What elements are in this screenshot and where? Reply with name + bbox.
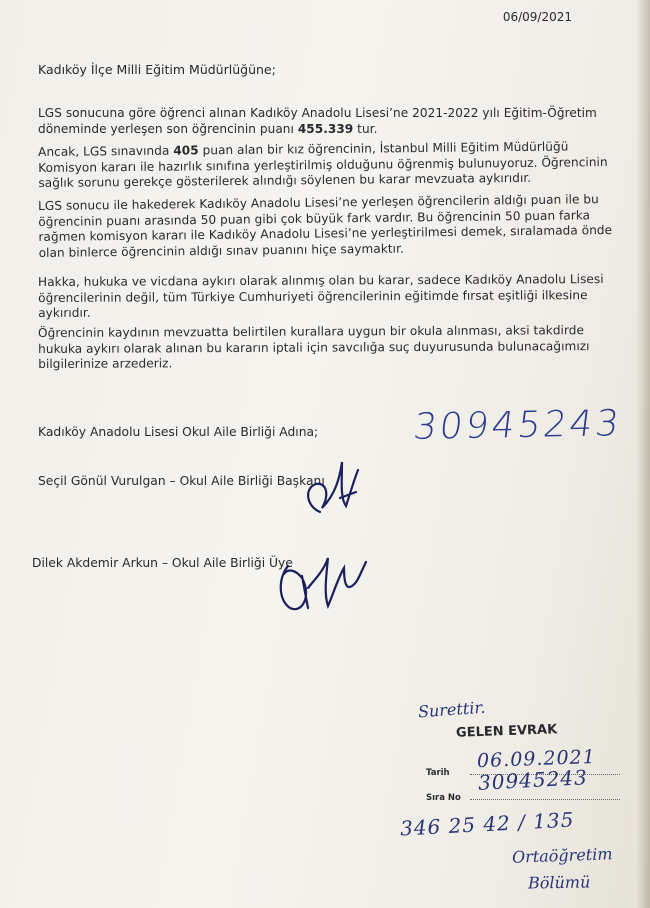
stamp-title: GELEN EVRAK <box>455 722 558 741</box>
closing-line: Kadıköy Anadolu Lisesi Okul Aile Birliği Adına; <box>38 425 319 439</box>
paragraph-2-text-b: puan alan bir kız öğrencinin, İstanbul Milli Eğitim Müdürlüğü Komisyon kararı ile hazırlık sınıfına yerleştirilmiş olduğunu öğrenmiş bulunuyoruz. Öğrencinin sağlık sorunu gerekçe gösterilerek alındığı söylenen bu karar mevzuata aykırıdır. <box>38 139 608 191</box>
stamp-number-line <box>470 799 620 800</box>
paragraph-1-text-a: LGS sonucuna göre öğrenci alınan Kadıköy Anadolu Lisesi’ne 2021-2022 yılı Eğitim-Öğretim döneminde yerleşen son öğrencinin puanı <box>38 106 597 136</box>
stamp-number-label: Sıra No <box>426 793 461 803</box>
signatory-1: Seçil Gönül Vurulgan – Okul Aile Birliği Başkanı <box>38 474 325 488</box>
stamp-number-value: 30945243 <box>477 765 589 795</box>
paragraph-5: Öğrencinin kaydının mevzuatta belirtilen kurallara uygun bir okula alınması, aksi takdirde hukuka aykırı olarak alınan bu kararın iptali için savcılığa suç duyurusunda bulunacağımızı bilgilerinize arzederiz. <box>38 323 590 372</box>
stamp-department-line2: Bölümü <box>527 872 591 893</box>
stamp-reference: 346 25 42 / 135 <box>399 807 575 841</box>
paragraph-1-text-b: tur. <box>353 121 378 136</box>
paragraph-2 <box>38 139 628 192</box>
paragraph-2-score: 405 <box>173 143 199 158</box>
handwritten-number: 30945243 <box>411 403 624 448</box>
paragraph-2-text-a: Ancak, LGS sınavında <box>38 143 174 159</box>
paragraph-1 <box>38 106 628 137</box>
stamp-date-label: Tarih <box>426 768 450 778</box>
addressee: Kadıköy İlçe Milli Eğitim Müdürlüğüne; <box>38 62 276 77</box>
stamp-date-value: 06.09.2021 <box>476 745 597 773</box>
paragraph-1-score: 455.339 <box>297 121 354 136</box>
stamp-note: Surettir. <box>417 697 486 722</box>
signatory-2: Dilek Akdemir Arkun – Okul Aile Birliği Üye <box>32 556 293 570</box>
paragraph-3: LGS sonucu ile hakederek Kadıköy Anadolu Lisesi’ne yerleşen öğrencilerin aldığı puan ile bu öğrencinin puanı arasında 50 puan gibi çok büyük fark vardır. Bu öğrencinin 50 puan farka rağmen komisyon kararı ile Kadıköy Anadolu Lisesi’ne yerleştirilmesi demek, sıralamada önde olan binlerce öğrencinin aldığı sınav puanını hiçe saymaktır. <box>38 192 613 260</box>
letter-date: 06/09/2021 <box>502 10 572 24</box>
paragraph-4: Hakka, hukuka ve vicdana aykırı olarak alınmış olan bu karar, sadece Kadıköy Anadolu Lisesi öğrencilerinin değil, tüm Türkiye Cumhuriyeti öğrencilerinin eğitimde fırsat eşitliği ilkesine aykırıdır. <box>38 272 604 321</box>
signature-2 <box>272 548 382 618</box>
stamp-department-line1: Ortaöğretim <box>511 844 613 867</box>
signature-1 <box>296 454 370 520</box>
